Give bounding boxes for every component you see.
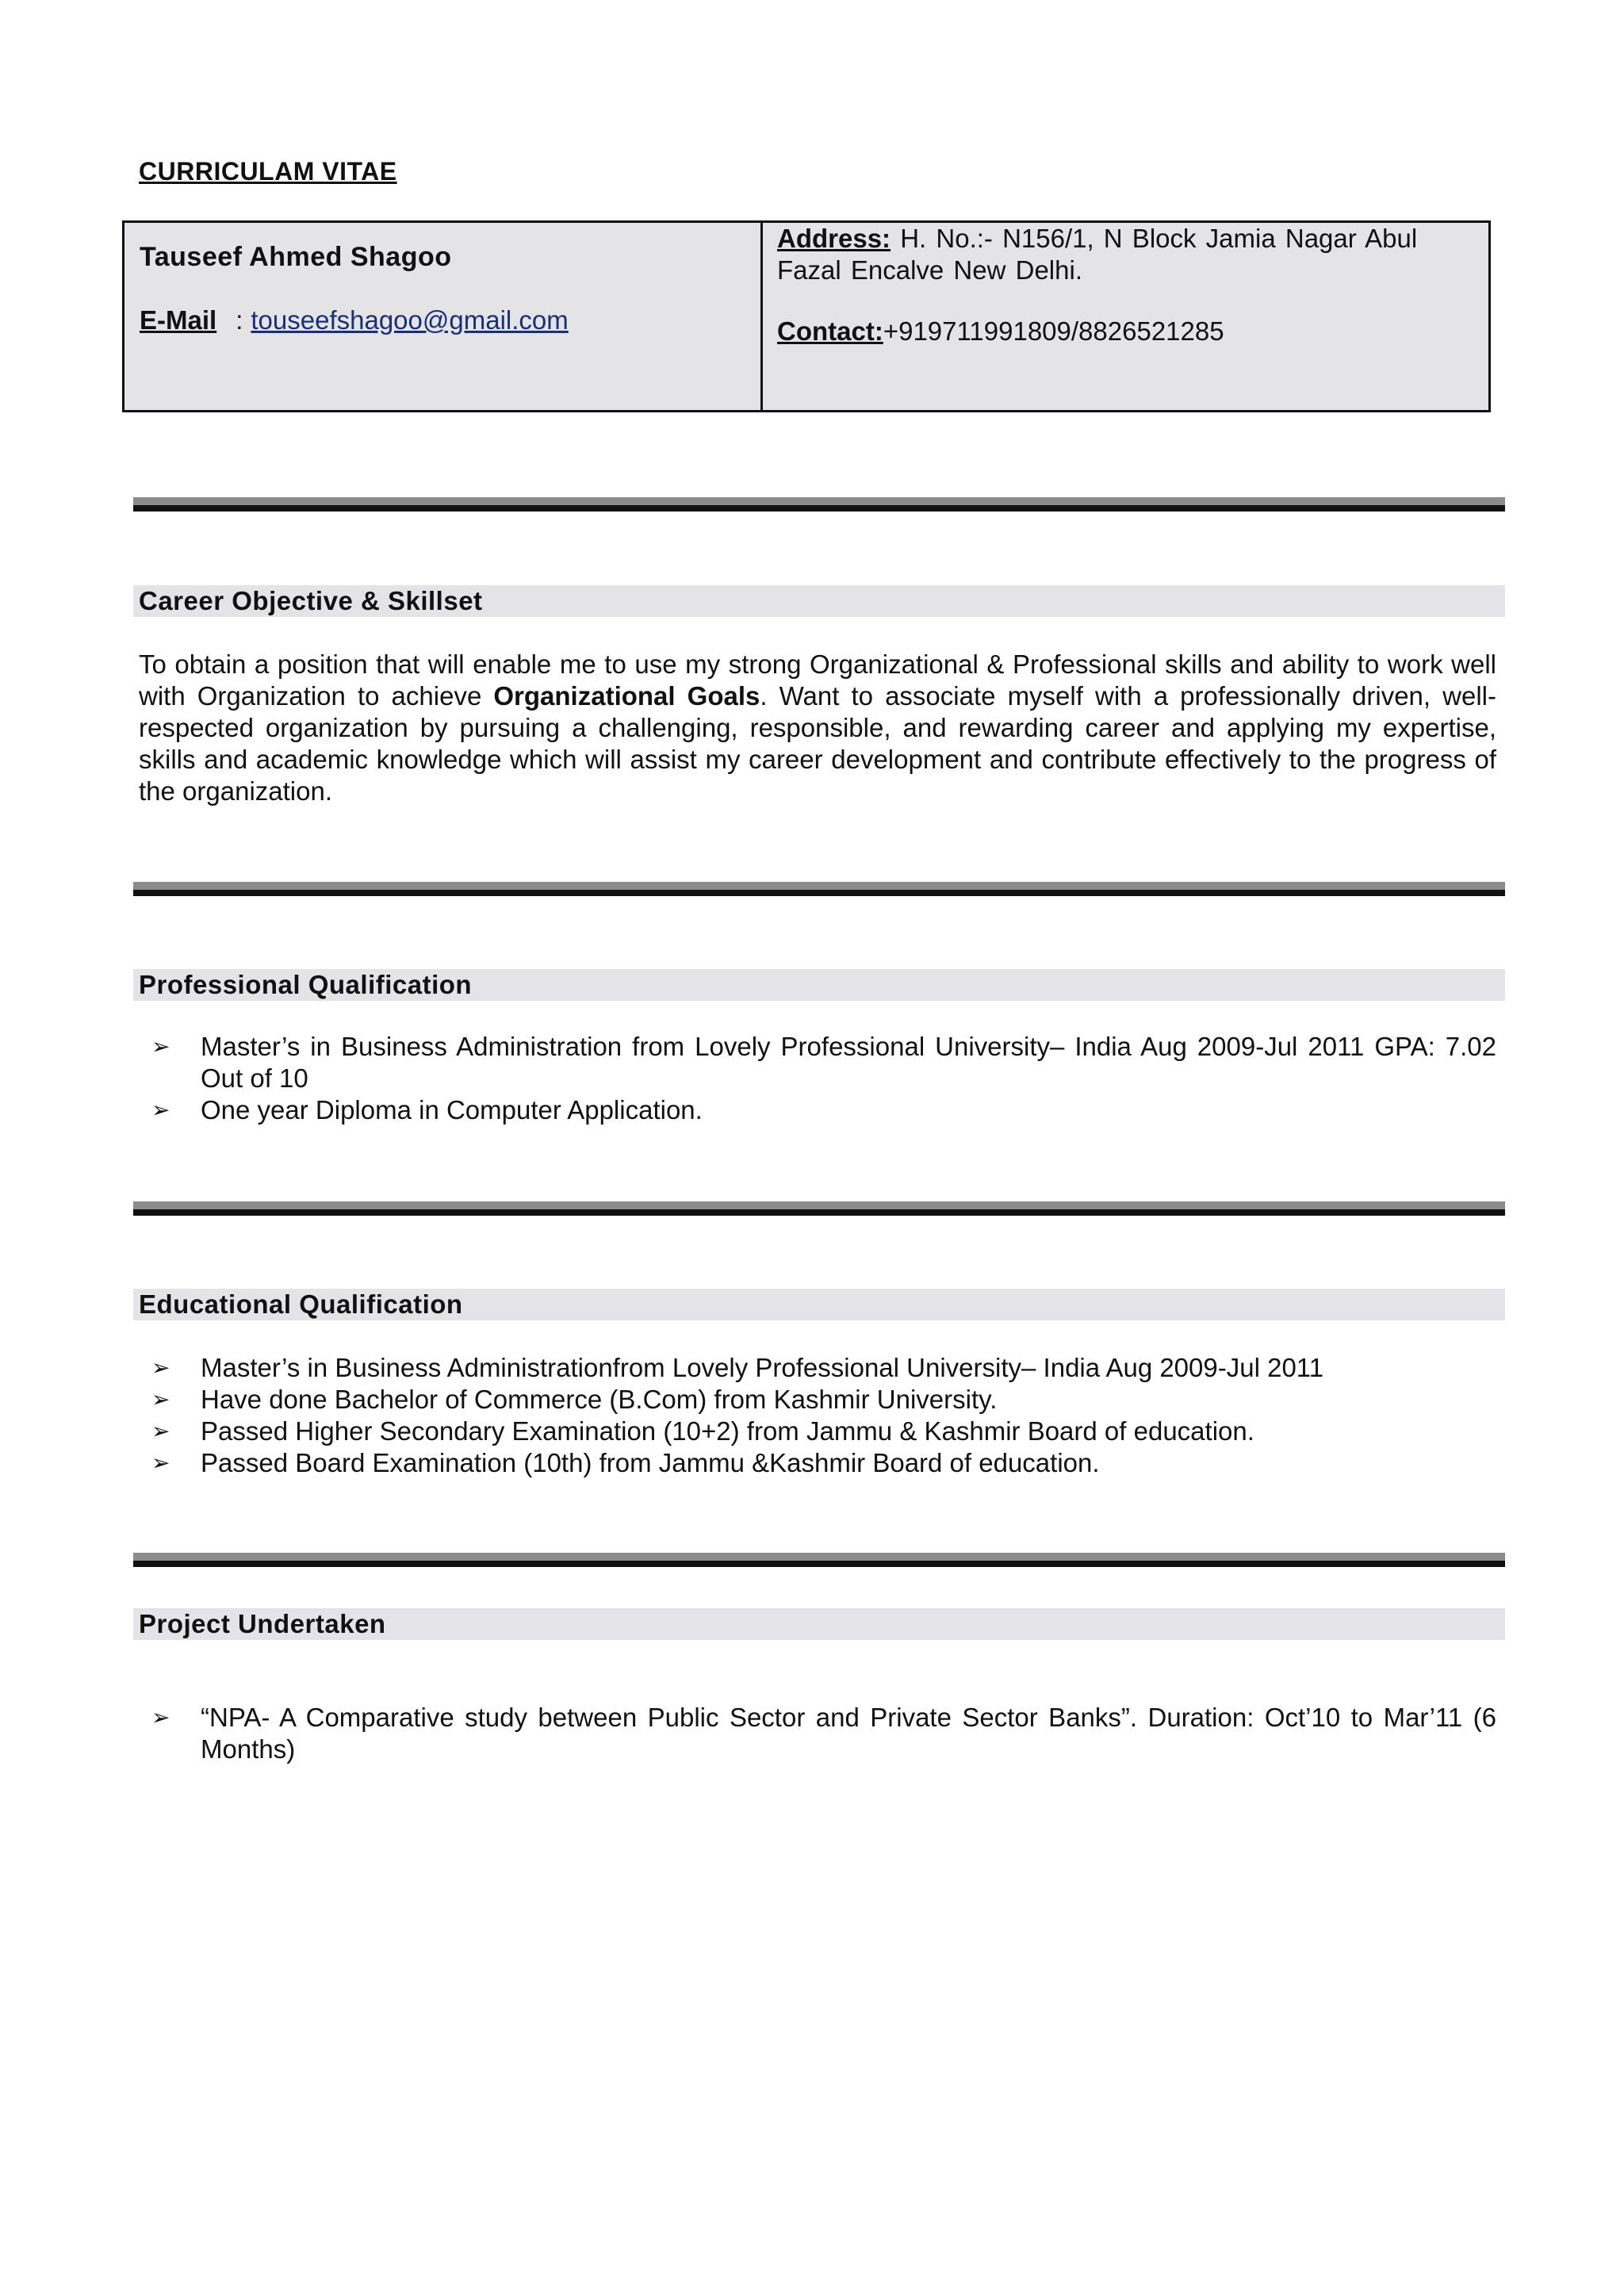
header-right-cell [763, 223, 1488, 410]
email-link[interactable]: touseefshagoo@gmail.com [251, 305, 569, 335]
section-divider [133, 882, 1505, 898]
arrow-bullet-icon: ➢ [151, 1450, 170, 1475]
list-item: ➢ Passed Board Examination (10th) from Jammu &Kashmir Board of education. [151, 1448, 1100, 1477]
email-row [140, 305, 569, 335]
page-title: CURRICULAM VITAE [139, 157, 397, 186]
address-label: Address: [777, 224, 891, 253]
section-divider [133, 1201, 1505, 1217]
arrow-bullet-icon: ➢ [151, 1705, 170, 1730]
professional-qualification-list [139, 1031, 1496, 1126]
header-left-cell [124, 223, 763, 410]
career-text-part-2: . Want to associate myself with a professionally driven, well-respected organization by pursuing a challenging, responsible, and rewarding career and applying my expertise, skills and academic knowledge which will assist my career development and contribute effectively to the progress of the organization. [139, 681, 1496, 806]
career-objective-text [139, 649, 1496, 807]
project-undertaken-heading: Project Undertaken [133, 1608, 1505, 1640]
arrow-bullet-icon: ➢ [151, 1355, 170, 1380]
email-label: E-Mail [140, 305, 217, 335]
section-divider [133, 1553, 1505, 1569]
arrow-bullet-icon: ➢ [151, 1387, 170, 1412]
arrow-bullet-icon: ➢ [151, 1419, 170, 1443]
educational-qualification-list [139, 1352, 1496, 1479]
candidate-name: Tauseef Ahmed Shagoo [140, 242, 452, 272]
career-text-part-1: To obtain a position that will enable me to use my strong Organizational & Professional skills and ability to work well with Organization to achieve [139, 649, 1496, 711]
career-objective-heading: Career Objective & Skillset [133, 585, 1505, 617]
address-block [777, 223, 1459, 286]
list-item: ➢ Master’s in Business Administration from Lovely Professional University– India Aug 2009-Jul 2011 GPA: 7.02 Out of 10 [151, 1032, 1496, 1093]
contact-row [777, 316, 1224, 347]
arrow-bullet-icon: ➢ [151, 1098, 170, 1122]
email-separator: : [236, 305, 243, 335]
project-undertaken-list [139, 1702, 1496, 1765]
contact-number: +919711991809/8826521285 [883, 316, 1224, 346]
contact-label: Contact: [777, 316, 883, 346]
address-text: H. No.:- N156/1, N Block Jamia Nagar Abul Fazal Encalve New Delhi. [777, 224, 1418, 285]
list-item: ➢ One year Diploma in Computer Application. [151, 1095, 703, 1125]
section-divider [133, 497, 1505, 513]
professional-qualification-heading: Professional Qualification [133, 969, 1505, 1001]
contact-header-box [122, 220, 1491, 412]
list-item: ➢ Master’s in Business Administrationfrom Lovely Professional University– India Aug 2009-Jul 2011 [151, 1353, 1324, 1382]
list-item: ➢ Have done Bachelor of Commerce (B.Com) from Kashmir University. [151, 1385, 998, 1414]
list-item: ➢ Passed Higher Secondary Examination (10+2) from Jammu & Kashmir Board of education. [151, 1416, 1254, 1446]
career-text-bold: Organizational Goals [493, 681, 760, 711]
list-item: ➢ “NPA- A Comparative study between Public Sector and Private Sector Banks”. Duration: Oct’10 to Mar’11 (6 Months) [151, 1703, 1496, 1764]
educational-qualification-heading: Educational Qualification [133, 1289, 1505, 1320]
arrow-bullet-icon: ➢ [151, 1034, 170, 1059]
